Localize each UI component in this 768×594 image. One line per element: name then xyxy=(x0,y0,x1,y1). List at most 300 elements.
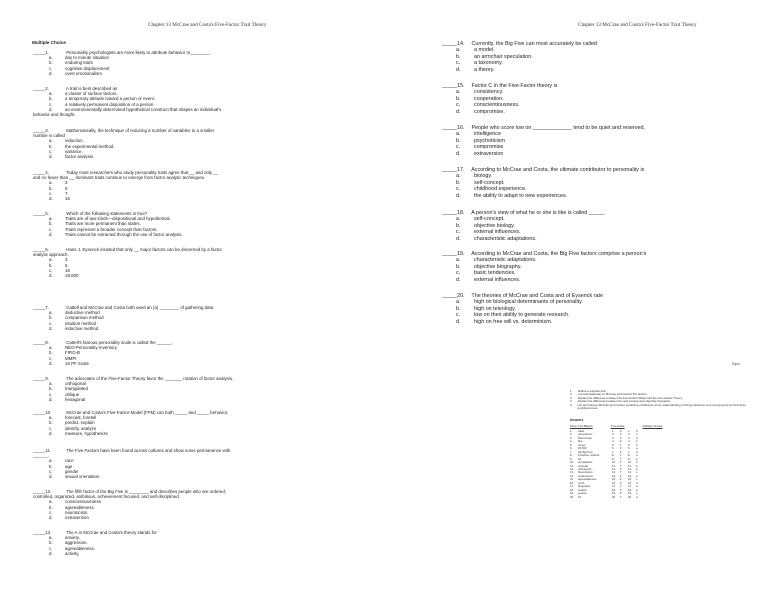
answer-cell: 2. xyxy=(570,432,573,437)
option-letter: b. xyxy=(49,143,53,149)
option-text: deductive method xyxy=(65,310,100,316)
option-text: FIRO-B xyxy=(65,350,80,356)
option-text: agreeableness. xyxy=(65,545,96,551)
question-text-continued: ______. xyxy=(33,453,49,459)
option-text: psychoticism xyxy=(474,137,505,144)
answer-blank: _____5. xyxy=(33,211,49,216)
section-title: Multiple Choice xyxy=(32,40,66,45)
option-text: Traits are more permanent than states. xyxy=(65,221,141,227)
answer-cell: F xyxy=(620,480,622,485)
answer-cell: c xyxy=(636,491,638,496)
answer-blank: _____3. xyxy=(33,128,49,133)
option-letter: c. xyxy=(49,65,53,71)
option-letter: a. xyxy=(456,257,461,264)
answer-cell: 7. xyxy=(628,449,631,454)
answer-option xyxy=(442,319,752,325)
answer-cell: 4. xyxy=(628,439,631,444)
answer-cell: F xyxy=(620,477,622,482)
answer-option xyxy=(33,431,351,436)
answer-cell: 11. xyxy=(612,463,616,468)
answer-cell: T xyxy=(620,460,622,465)
answer-option xyxy=(33,196,351,201)
answer-cell: b xyxy=(636,460,638,465)
objective-number: 5. xyxy=(570,402,573,407)
answer-cell: 4. xyxy=(612,439,615,444)
answer-blank: _____9. xyxy=(33,376,49,381)
answer-cell: a xyxy=(636,473,638,478)
option-text: agreeableness xyxy=(65,504,94,510)
question-item xyxy=(442,83,752,115)
page-header: Chapter 13 McCrae and Costa's Five-Factor Trait Theory xyxy=(148,22,267,28)
option-letter: d. xyxy=(49,396,53,402)
option-letter: d. xyxy=(456,235,461,242)
answer-cell: T xyxy=(620,494,622,499)
option-letter: a. xyxy=(49,499,53,505)
option-letter: a. xyxy=(456,89,461,96)
option-text: a cluster of surface factors. xyxy=(65,91,118,97)
question-text: People who score low on _____________ tend to be quiet and reserved. xyxy=(470,125,646,131)
answer-blank: _____11. xyxy=(33,448,51,453)
option-text: variance. xyxy=(65,148,83,154)
option-text: 16 xyxy=(65,196,70,202)
option-letter: c. xyxy=(49,391,53,397)
option-text: objective biography. xyxy=(474,263,522,270)
question-item xyxy=(33,340,351,366)
option-letter: a. xyxy=(49,216,53,222)
answer-cell: 6. xyxy=(570,446,573,451)
option-letter: b. xyxy=(456,137,461,144)
answer-cell: 11. xyxy=(628,463,632,468)
answer-cell: 14. xyxy=(612,473,616,478)
answer-option xyxy=(442,151,752,157)
question-text: According to McCrae and Costa, the Big Five factors comprise a person's xyxy=(470,251,647,257)
answer-cell: 3. xyxy=(570,435,573,440)
option-text: measure, hypothesize xyxy=(65,430,108,436)
answer-cell: F xyxy=(620,473,622,478)
option-text: orthogonal xyxy=(65,381,86,387)
answer-blank: _____2. xyxy=(33,86,49,91)
option-text: cooperation. xyxy=(474,95,504,102)
option-text: 5 xyxy=(65,185,68,191)
option-letter: a. xyxy=(49,55,53,61)
option-letter: c. xyxy=(456,186,461,193)
option-letter: b. xyxy=(456,222,461,229)
answer-cell: 14. xyxy=(570,473,574,478)
answer-cell: 18,000 xyxy=(578,446,587,451)
option-text: childhood experience. xyxy=(474,186,527,193)
option-letter: d. xyxy=(49,106,53,112)
answer-cell: 3. xyxy=(628,435,631,440)
option-letter: a. xyxy=(456,131,461,138)
answer-cell: 12. xyxy=(570,466,574,471)
question-text-continued: analytic approach. xyxy=(33,252,69,258)
option-text: the ability to adapt to new experiences. xyxy=(474,192,568,199)
option-letter: a. xyxy=(456,173,461,180)
option-text: forecast, foretell xyxy=(65,415,97,421)
answer-option xyxy=(33,154,351,159)
answer-cell: 9. xyxy=(612,456,615,461)
option-letter: a. xyxy=(456,299,461,306)
answer-option xyxy=(33,515,351,520)
answer-cell: 20. xyxy=(570,494,574,499)
question-item xyxy=(33,50,351,76)
option-text: a model. xyxy=(474,47,495,54)
answer-cell: orthogonal xyxy=(578,466,592,471)
answer-blank: _____7. xyxy=(33,305,49,310)
answer-cell: 17. xyxy=(628,484,632,489)
answer-cell: 9. xyxy=(628,456,631,461)
answer-cell: 2. xyxy=(612,432,615,437)
option-letter: c. xyxy=(456,102,461,109)
answer-cell: 8. xyxy=(628,453,631,458)
option-letter: b. xyxy=(49,504,53,510)
question-text: Currently, the Big Five can most accurately be called xyxy=(470,41,597,47)
answer-cell: a xyxy=(636,487,638,492)
option-letter: c. xyxy=(49,226,53,232)
option-letter: a. xyxy=(49,310,53,316)
answer-cell: d xyxy=(636,453,638,458)
answer-cell: 1. xyxy=(570,429,573,433)
option-text: factor analysis. xyxy=(65,154,95,160)
question-text: The A in McCrae and Costa's theory stands for xyxy=(65,530,157,535)
objective-text: Explain the difference between the Five-Factor Model and the Five-Factor Theory. xyxy=(578,395,683,400)
option-text: external influences. xyxy=(474,229,521,236)
answer-option xyxy=(33,397,351,402)
question-text-continued: number is called xyxy=(33,133,65,139)
answer-option xyxy=(33,273,351,278)
option-text: age xyxy=(65,463,73,469)
option-text: sexual orientation xyxy=(65,474,100,480)
option-letter: b. xyxy=(49,185,53,191)
answer-cell: T xyxy=(620,442,622,447)
answer-blank: _____12. xyxy=(33,489,52,494)
answer-blank: _____8. xyxy=(33,340,49,345)
answer-cell: 19. xyxy=(570,491,574,496)
answer-cell: 16. xyxy=(612,480,616,485)
answer-cell: 10. xyxy=(628,460,632,465)
answer-cell: F xyxy=(620,429,622,433)
answer-cell: biography xyxy=(578,484,591,489)
answer-cell: 17. xyxy=(612,484,616,489)
option-text: hexagonal xyxy=(65,396,86,402)
answer-cell: LOrA xyxy=(578,480,585,485)
option-letter: a. xyxy=(49,345,53,351)
option-letter: c. xyxy=(49,320,53,326)
question-item xyxy=(33,448,351,479)
option-text: 5 xyxy=(65,262,68,268)
answer-cell: 16. xyxy=(628,480,632,485)
option-letter: a. xyxy=(49,180,53,186)
option-letter: c. xyxy=(456,312,461,319)
option-letter: a. xyxy=(49,535,53,541)
answer-cell: 12. xyxy=(628,466,632,471)
option-letter: d. xyxy=(49,70,53,76)
option-letter: c. xyxy=(49,425,53,431)
question-item xyxy=(442,251,752,283)
answer-cell: 5. xyxy=(570,442,573,447)
question-item xyxy=(442,167,752,199)
answer-cell: F xyxy=(620,439,622,444)
option-text: cognitive displacement xyxy=(65,65,110,71)
option-letter: b. xyxy=(49,420,53,426)
answer-cell: 6. xyxy=(628,446,631,451)
answer-cell: unipolar xyxy=(578,463,588,468)
answer-cell: F xyxy=(620,435,622,440)
option-text: a temporary attitude toward a person or event. xyxy=(65,96,156,102)
answer-cell: 18. xyxy=(628,487,632,492)
answer-blank: _____1. xyxy=(33,50,49,55)
option-text: anxiety. xyxy=(65,535,80,541)
answer-option xyxy=(33,361,351,366)
answer-option xyxy=(33,551,351,556)
answer-cell: F xyxy=(620,491,622,496)
question-item xyxy=(33,305,351,331)
answer-cell: 10. xyxy=(570,460,574,465)
option-letter: c. xyxy=(49,355,53,361)
option-text: gender xyxy=(65,468,79,474)
answer-cell: 12. xyxy=(612,466,616,471)
answer-blank: _____15. xyxy=(442,83,465,89)
question-item xyxy=(33,170,351,201)
answer-cell: 19. xyxy=(612,491,616,496)
answer-cell: 1. xyxy=(628,429,631,433)
answer-cell: traits xyxy=(578,429,585,433)
option-text: intelligence xyxy=(474,131,501,138)
answer-cell: the Big Five xyxy=(578,449,593,454)
answer-cell: 8. xyxy=(612,453,615,458)
answer-cell: T xyxy=(620,456,622,461)
option-letter: c. xyxy=(456,144,461,151)
answer-cell: T xyxy=(620,470,622,475)
option-letter: d. xyxy=(49,430,53,436)
option-text: aggression. xyxy=(65,540,88,546)
option-letter: d. xyxy=(49,360,53,366)
option-letter: a. xyxy=(456,47,461,54)
option-letter: c. xyxy=(49,545,53,551)
answer-blank: _____20. xyxy=(442,293,465,299)
option-text: objective biology. xyxy=(474,222,515,229)
option-text: race xyxy=(65,458,74,464)
answer-option xyxy=(33,326,351,331)
question-item xyxy=(33,530,351,556)
answer-cell: T xyxy=(620,432,622,437)
answer-cell: T xyxy=(620,463,622,468)
answer-blank: _____17. xyxy=(442,167,465,173)
option-letter: b. xyxy=(49,315,53,321)
answer-cell: 20. xyxy=(612,494,616,499)
answer-cell: 18. xyxy=(570,487,574,492)
answer-cell: 15. xyxy=(628,477,632,482)
answer-cell: d xyxy=(636,435,638,440)
answer-cell: 20. xyxy=(628,494,632,499)
answer-cell: c xyxy=(636,477,638,482)
answer-blank: _____4. xyxy=(33,170,49,175)
option-letter: b. xyxy=(456,305,461,312)
answer-option xyxy=(442,277,752,283)
option-letter: d. xyxy=(49,273,53,279)
option-text: a theory. xyxy=(474,66,495,73)
answer-cell: 9. xyxy=(570,456,573,461)
answer-cell: 13. xyxy=(612,470,616,475)
objective-item xyxy=(570,404,756,411)
option-text: oblique xyxy=(65,391,80,397)
option-text: conscientiousness xyxy=(65,499,101,505)
learning-objectives xyxy=(570,390,756,410)
answer-cell: explicit xyxy=(578,487,587,492)
option-text: day to minute situation xyxy=(65,55,109,61)
option-text: self-concept. xyxy=(474,216,505,223)
option-text: predict, explain xyxy=(65,420,95,426)
option-letter: a. xyxy=(49,381,53,387)
question-text: McCrae and Costa's Five-Factor Model (FFM) can both _____ and _____ behavior. xyxy=(65,410,229,415)
answer-cell: 7. xyxy=(612,449,615,454)
answer-blank: _____18. xyxy=(442,210,465,216)
question-text: Cattell and McCrae and Costa both used an (a) ________ of gathering data. xyxy=(65,305,215,310)
option-text: high on biological determinants of personality. xyxy=(474,299,583,306)
option-text: 3 xyxy=(65,180,68,186)
question-item xyxy=(33,410,351,436)
option-letter: d. xyxy=(456,66,461,73)
answer-cell: F xyxy=(620,487,622,492)
option-letter: d. xyxy=(49,196,53,202)
option-letter: b. xyxy=(456,263,461,270)
answer-cell: neuroticism xyxy=(578,432,593,437)
answer-cell: d xyxy=(636,449,638,454)
option-letter: b. xyxy=(49,60,53,66)
option-text: activity. xyxy=(65,550,80,556)
option-letter: a. xyxy=(456,216,461,223)
option-text: comparison method xyxy=(65,315,104,321)
option-text: a taxonomy. xyxy=(474,60,503,67)
answer-column-header: Multiple-Choice xyxy=(642,424,663,428)
option-letter: b. xyxy=(49,262,53,268)
answer-row xyxy=(570,496,644,499)
answer-cell: inductive method xyxy=(578,453,600,458)
option-letter: a. xyxy=(49,458,53,464)
answer-column-header: True-False xyxy=(610,424,625,428)
answer-cell: 7. xyxy=(570,449,573,454)
question-text: The advocates of the Five-Factor Theory favor the _______ rotation of factor analysis. xyxy=(65,376,234,381)
answer-column-header: Fill-In-The-Blanks xyxy=(570,424,593,428)
question-text: Mathematically, the technique of reducing a number of variables to a smaller xyxy=(65,128,215,133)
option-text: enduring traits xyxy=(65,60,93,66)
option-text: neuroticism xyxy=(65,509,88,515)
answer-cell: 4. xyxy=(570,439,573,444)
objective-text: List and discuss McCrae and Costa's predicting of behavior as an understanding of things related to core components and the three peripheral ones. xyxy=(577,402,746,411)
option-text: basic tendencies. xyxy=(474,270,516,277)
answer-option xyxy=(33,232,351,237)
answer-cell: F xyxy=(620,466,622,471)
question-text: According to McCrae and Costa, the ultimate contributor to personality is xyxy=(470,167,645,173)
option-text: self-concept. xyxy=(474,179,505,186)
option-text: triangulated xyxy=(65,386,88,392)
option-text: the experimental method. xyxy=(65,143,115,149)
answer-cell: people xyxy=(578,491,587,496)
question-text: Hans J. Eysenck insisted that only __ major factors can be discerned by a factor xyxy=(65,247,222,252)
option-letter: d. xyxy=(49,325,53,331)
question-text: The theories of McCrae and Costa and of Eysenck rate xyxy=(470,293,603,299)
option-letter: b. xyxy=(49,540,53,546)
answer-cell: c xyxy=(636,470,638,475)
option-text: Traits are of two kinds—dispositional and hypothetical. xyxy=(65,216,171,222)
option-text: Traits represent a broader concept than factors. xyxy=(65,226,158,232)
answer-cell: b xyxy=(636,442,638,447)
answer-blank: _____6. xyxy=(33,247,49,252)
option-letter: b. xyxy=(49,350,53,356)
answer-cell: 3. xyxy=(612,435,615,440)
option-letter: b. xyxy=(456,179,461,186)
question-item xyxy=(33,211,351,237)
option-text: consistency. xyxy=(474,89,504,96)
answer-cell: T xyxy=(620,453,622,458)
answer-cell: Jones xyxy=(578,442,586,447)
option-letter: d. xyxy=(49,474,53,480)
option-letter: a. xyxy=(49,91,53,97)
objective-number: 4. xyxy=(570,399,573,404)
answer-cell: extraversion xyxy=(578,473,594,478)
question-item xyxy=(33,128,351,159)
option-letter: c. xyxy=(49,267,53,273)
answer-cell: a xyxy=(636,466,638,471)
answer-blank: _____10. xyxy=(33,410,52,415)
answer-option xyxy=(442,193,752,199)
answer-cell: 6. xyxy=(612,446,615,451)
option-letter: c. xyxy=(456,229,461,236)
answer-cell: T xyxy=(620,484,622,489)
answer-cell: a xyxy=(636,456,638,461)
right-page xyxy=(384,0,768,594)
option-letter: d. xyxy=(49,515,53,521)
answer-option xyxy=(33,71,351,76)
option-letter: c. xyxy=(49,190,53,196)
answer-cell: 19. xyxy=(628,491,632,496)
option-text: compromise. xyxy=(474,108,505,115)
option-letter: a. xyxy=(49,415,53,421)
question-text-continued: behavior and thought. xyxy=(33,112,76,118)
answer-cell: 5. xyxy=(628,442,631,447)
option-text: induction. xyxy=(65,138,84,144)
question-text: The fifth factor of the Big Five is ________ and describes people who are ordered, xyxy=(65,489,227,494)
option-letter: b. xyxy=(49,386,53,392)
question-text: Personality psychologists are more likely to attribute behavior to________. xyxy=(65,50,211,55)
option-text: an environmentally determined hypothetical construct that shapes an individual's xyxy=(65,106,222,112)
option-letter: c. xyxy=(49,468,53,474)
question-item xyxy=(33,489,351,520)
answer-cell: a xyxy=(636,484,638,489)
option-text: inductive method xyxy=(65,325,99,331)
option-letter: b. xyxy=(456,95,461,102)
option-text: 3 xyxy=(65,257,68,263)
answer-cell: 18. xyxy=(612,487,616,492)
answer-blank: _____13. xyxy=(33,530,52,535)
answer-cell: Paul Costa xyxy=(578,435,592,440)
answer-cell: b xyxy=(636,463,638,468)
answer-option xyxy=(442,236,752,242)
answer-cell: 14. xyxy=(628,473,632,478)
answer-cell: b xyxy=(636,439,638,444)
option-letter: b. xyxy=(49,96,53,102)
answer-cell: 16. xyxy=(570,480,574,485)
answer-option xyxy=(442,109,752,115)
option-letter: d. xyxy=(49,154,53,160)
answer-cell: Neuroticism xyxy=(578,470,593,475)
answer-option xyxy=(33,474,351,479)
objective-number: 2. xyxy=(570,392,573,397)
objective-number: 1. xyxy=(570,389,573,393)
option-letter: d. xyxy=(456,318,461,325)
answer-cell: 13. xyxy=(570,470,574,475)
question-item xyxy=(442,293,752,325)
